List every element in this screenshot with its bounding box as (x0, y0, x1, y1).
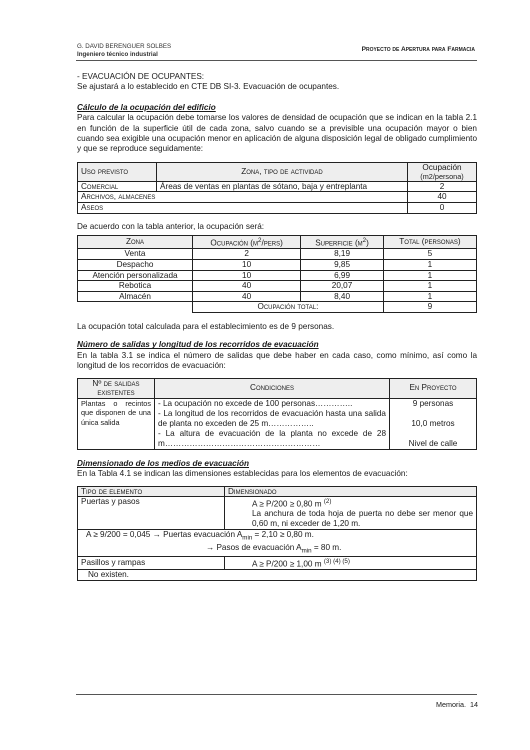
header-author: G. DAVID BERENGUER SOLBES (77, 43, 172, 50)
header-divider (76, 60, 477, 61)
col-zona: Zona (78, 236, 193, 249)
occupancy-table-header (78, 236, 477, 249)
table-row: Despacho 10 9,85 1 (78, 259, 477, 270)
table-row: Atención personalizada 10 6,99 1 (78, 270, 477, 281)
calc-paragraph: Para calcular la ocupación debe tomarse los valores de densidad de ocupación que se indican en la tabla 2.1 en función de la superficie útil de cada zona, salvo cuando se a previsible una ocupación mayor o bien cuando sea exigible una ocupación menor en aplicación de alguna disposición legal de obligado cumplimiento y que se reproduce seguidamente: (77, 113, 477, 154)
header-role: Ingeniero técnico industrial (77, 51, 158, 58)
dims-calculation: A ≥ 9/200 = 0,045 → Puertas evacuación $A_{min} = 2,10 \ge 0,80$ m. → Pasos de evacuación $A_{min} = 80$ m. (78, 529, 477, 556)
col-superficie: Superficie $(m^2)$ (301, 236, 384, 249)
footer (436, 700, 478, 709)
table-row: Comercial Áreas de ventas en plantas de sótano, baja y entreplanta 2 (78, 181, 477, 192)
table-row: Pasillos y rampas A ≥ P/200 ≥ 1,00 m $^{(3) (4) (5)}$ (78, 557, 477, 570)
density-table-header (78, 162, 477, 181)
col-uso: Uso previsto (78, 162, 157, 181)
total-label: Ocupación total: (193, 302, 384, 313)
table-row: Aseos 0 (78, 203, 477, 214)
occupancy-intro: De acuerdo con la tabla anterior, la ocupación será: (77, 221, 265, 231)
page-content (77, 72, 477, 581)
exits-conditions: - La ocupación no excede de 100 personas………….. - La longitud de los recorridos de evacuación hasta una salida de planta no exceden de 25 m…………….. - La altura de evacuación de la planta no excede de 28 m………………………………………………… (155, 398, 390, 449)
section-intro: Se ajustará a lo establecido en CTE DB SI-3. Evacuación de ocupantes. (77, 82, 340, 92)
occupancy-total-text: La ocupación total calculada para el establecimiento es de 9 personas. (77, 321, 335, 331)
table-row: Almacén 40 8,40 1 (78, 291, 477, 302)
table-row: Archivos, almacenes 40 (78, 192, 477, 203)
calc-heading: Cálculo de la ocupación del edificio (77, 102, 216, 112)
header-project: Proyecto de Apertura para Farmacia (361, 46, 475, 53)
col-dimensionado: Dimensionado (225, 486, 477, 497)
exits-table (77, 378, 477, 450)
col-total: Total (personas) (383, 236, 476, 249)
col-ocupacion: Ocupación (m2/persona) (408, 162, 477, 181)
density-table (77, 162, 477, 214)
page-number: 14 (470, 700, 478, 709)
col-salidas: Nº de salidas existentes (78, 378, 155, 398)
table-row: Venta 2 8,19 5 (78, 249, 477, 260)
table-row (78, 529, 477, 556)
table-row: No existen. (78, 570, 477, 581)
table-total-row (78, 302, 477, 313)
table-row: Rebotica 40 20,07 1 (78, 281, 477, 292)
col-zona: Zona, tipo de actividad (157, 162, 408, 181)
exits-table-header (78, 378, 477, 398)
dims-heading: Dimensionado de los medios de evacuación (77, 458, 249, 468)
footer-label: Memoria. (436, 700, 466, 709)
col-ocupacion: Ocupación $(m^2/pers)$ (193, 236, 301, 249)
dims-table (77, 486, 477, 582)
total-value: 9 (383, 302, 476, 313)
exits-heading: Número de salidas y longitud de los recorridos de evacuación (77, 340, 319, 350)
table-row (78, 398, 477, 449)
exits-values: 9 personas 10,0 metros Nivel de calle (390, 398, 477, 449)
section-title: - EVACUACIÓN DE OCUPANTES: (77, 72, 205, 81)
col-tipo: Tipo de elemento (78, 486, 225, 497)
exits-row-label: Plantas o recintos que disponen de una única salida (78, 398, 155, 449)
footer-divider (76, 694, 477, 695)
dims-table-header (78, 486, 477, 497)
occupancy-table (77, 235, 477, 313)
col-en-proyecto: En Proyecto (390, 378, 477, 398)
table-row: Puertas y pasos A ≥ P/200 ≥ 0,80 m $^{(2)}$ La anchura de toda hoja de puerta no debe ser menor que 0,60 m, ni exceder de 1,20 m. (78, 497, 477, 530)
col-condiciones: Condiciones (155, 378, 390, 398)
exits-paragraph: En la tabla 3.1 se indica el número de salidas que debe haber en cada caso, como mínimo, así como la longitud de los recorridos de evacuación: (77, 350, 477, 371)
dims-paragraph: En la Tabla 4.1 se indican las dimensiones establecidas para los elementos de evacuación: (77, 469, 408, 479)
header-author-block (77, 43, 171, 59)
